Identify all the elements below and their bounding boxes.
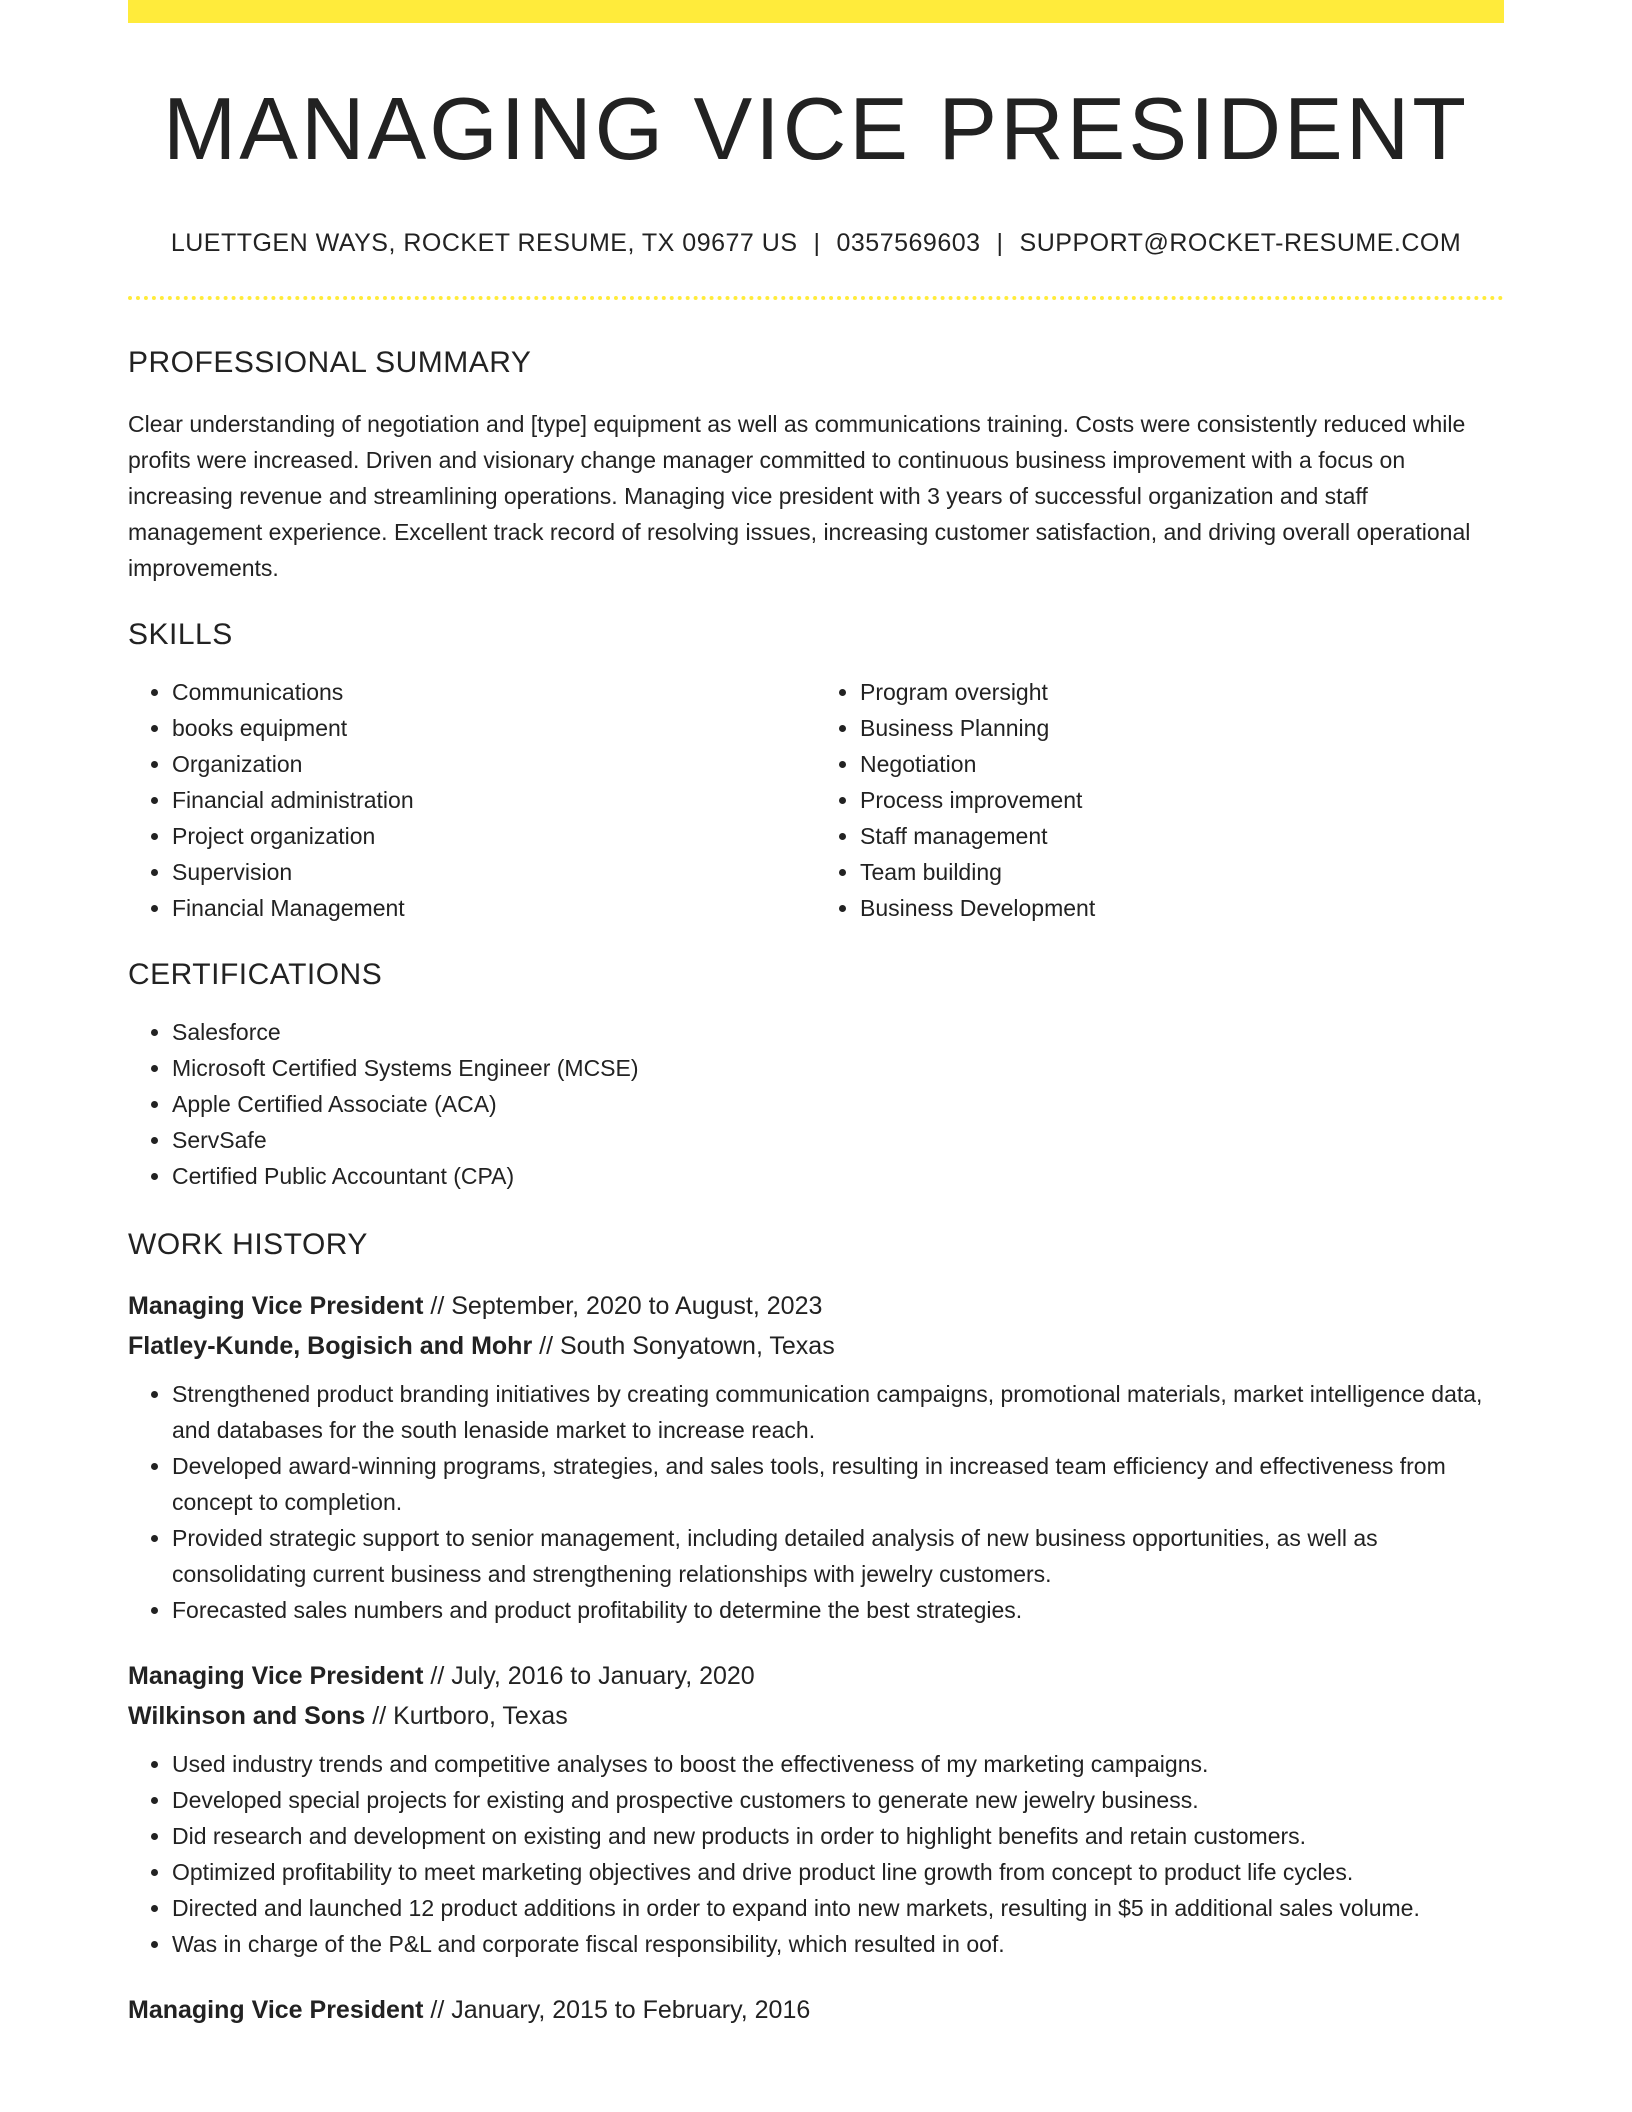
skill-item: • Project organization bbox=[172, 818, 816, 854]
certifications-list bbox=[128, 1014, 1504, 1194]
skill-item: • Organization bbox=[172, 746, 816, 782]
job-bullet: • Developed special projects for existing and prospective customers to generate new jewelry business. bbox=[172, 1782, 1504, 1818]
skills-grid bbox=[128, 674, 1504, 926]
summary-text: Clear understanding of negotiation and [type] equipment as well as communications training. Costs were consistently reduced while profits were increased. Driven and visionary change manager committed to continuous business improvement with a focus on increasing revenue and streamlining operations. Managing vice president with 3 years of successful organization and staff management experience. Excellent track record of resolving issues, increasing customer satisfaction, and driving overall operational improvements. bbox=[128, 411, 1471, 581]
skill-item: • Supervision bbox=[172, 854, 816, 890]
job-title: Managing Vice President bbox=[128, 1292, 424, 1320]
skills-heading: SKILLS bbox=[128, 618, 233, 651]
page-title: MANAGING VICE PRESIDENT bbox=[162, 79, 1470, 178]
contact-email[interactable]: SUPPORT@ROCKET-RESUME.COM bbox=[1019, 229, 1462, 257]
job-bullet: • Strengthened product branding initiatives by creating communication campaigns, promotional materials, market intelligence data, and databases for the south lenaside market to increase reach. bbox=[172, 1376, 1504, 1448]
job-title: Managing Vice President bbox=[128, 1662, 424, 1690]
job-bullet: • Used industry trends and competitive analyses to boost the effectiveness of my marketing campaigns. bbox=[172, 1746, 1504, 1782]
skill-item: • Team building bbox=[860, 854, 1504, 890]
skill-item: • Financial Management bbox=[172, 890, 816, 926]
resume-page bbox=[128, 0, 1504, 2030]
skill-item: • Negotiation bbox=[860, 746, 1504, 782]
summary-heading: PROFESSIONAL SUMMARY bbox=[128, 346, 532, 379]
job-dates: // September, 2020 to August, 2023 bbox=[423, 1292, 823, 1320]
contact-address: LUETTGEN WAYS, ROCKET RESUME, TX 09677 US bbox=[170, 229, 798, 257]
certification-item: • Apple Certified Associate (ACA) bbox=[172, 1086, 1504, 1122]
job-bullet: • Was in charge of the P&L and corporate fiscal responsibility, which resulted in oof. bbox=[172, 1926, 1504, 1962]
job-company: Wilkinson and Sons bbox=[128, 1702, 366, 1730]
job-title-line bbox=[128, 1286, 1504, 1326]
skill-item: • Business Planning bbox=[860, 710, 1504, 746]
job-bullets bbox=[128, 1376, 1504, 1628]
skill-item: • books equipment bbox=[172, 710, 816, 746]
skill-item: • Financial administration bbox=[172, 782, 816, 818]
contact-phone: 0357569603 bbox=[836, 229, 981, 257]
job-title: Managing Vice President bbox=[128, 1996, 424, 2024]
job-company-line bbox=[128, 1696, 1504, 1736]
job-bullets bbox=[128, 1746, 1504, 1962]
job-bullet: • Forecasted sales numbers and product profitability to determine the best strategies. bbox=[172, 1592, 1504, 1628]
job-entry bbox=[128, 1990, 1504, 2030]
job-location: // South Sonyatown, Texas bbox=[532, 1332, 835, 1360]
certification-item: • Microsoft Certified Systems Engineer (MCSE) bbox=[172, 1050, 1504, 1086]
job-company-line bbox=[128, 1326, 1504, 1366]
dotted-divider bbox=[128, 296, 1504, 300]
contact-separator: | bbox=[996, 229, 1004, 257]
skill-item: • Business Development bbox=[860, 890, 1504, 926]
skills-list-right bbox=[816, 674, 1504, 926]
job-location: // Kurtboro, Texas bbox=[365, 1702, 568, 1730]
job-title-line bbox=[128, 1656, 1504, 1696]
job-entry bbox=[128, 1656, 1504, 1962]
skill-item: • Staff management bbox=[860, 818, 1504, 854]
job-title-line bbox=[128, 1990, 1504, 2030]
job-bullet: • Provided strategic support to senior management, including detailed analysis of new business opportunities, as well as consolidating current business and strengthening relationships with jewelry customers. bbox=[172, 1520, 1504, 1592]
certification-item: • Salesforce bbox=[172, 1014, 1504, 1050]
skills-list-left bbox=[128, 674, 816, 926]
skill-item: • Communications bbox=[172, 674, 816, 710]
job-dates: // July, 2016 to January, 2020 bbox=[423, 1662, 755, 1690]
job-bullet: • Directed and launched 12 product additions in order to expand into new markets, resulting in $5 in additional sales volume. bbox=[172, 1890, 1504, 1926]
job-bullet: • Did research and development on existing and new products in order to highlight benefits and retain customers. bbox=[172, 1818, 1504, 1854]
work-history-heading: WORK HISTORY bbox=[128, 1228, 368, 1261]
contact-line bbox=[128, 231, 1504, 256]
skill-item: • Program oversight bbox=[860, 674, 1504, 710]
certification-item: • Certified Public Accountant (CPA) bbox=[172, 1158, 1504, 1194]
job-bullet: • Developed award-winning programs, strategies, and sales tools, resulting in increased team efficiency and effectiveness from concept to completion. bbox=[172, 1448, 1504, 1520]
top-accent-bar bbox=[128, 0, 1504, 23]
job-entry bbox=[128, 1286, 1504, 1628]
certifications-heading: CERTIFICATIONS bbox=[128, 958, 383, 991]
skill-item: • Process improvement bbox=[860, 782, 1504, 818]
job-company: Flatley-Kunde, Bogisich and Mohr bbox=[128, 1332, 533, 1360]
job-dates: // January, 2015 to February, 2016 bbox=[423, 1996, 811, 2024]
contact-separator: | bbox=[813, 229, 821, 257]
job-bullet: • Optimized profitability to meet marketing objectives and drive product line growth from concept to product life cycles. bbox=[172, 1854, 1504, 1890]
certification-item: • ServSafe bbox=[172, 1122, 1504, 1158]
